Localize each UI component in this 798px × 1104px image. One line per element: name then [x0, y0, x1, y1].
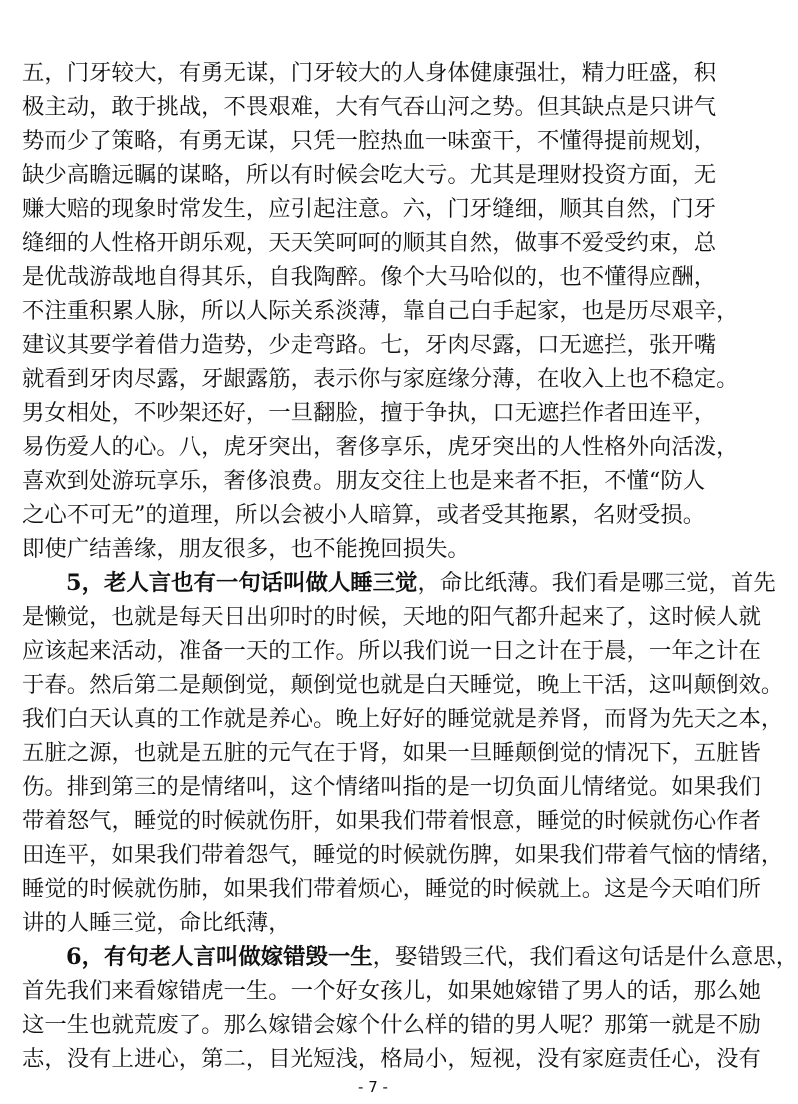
text-line: 睡觉的时候就伤肺，如果我们带着烦心，睡觉的时候就上。这是今天咱们所 — [22, 876, 761, 902]
text-line: 讲的人睡三觉，命比纸薄， — [22, 910, 291, 936]
text-span: ，娶错毁三代，我们看这句话是什么意思， — [372, 944, 798, 970]
text-line: 势而少了策略，有勇无谋，只凭一腔热血一味蛮干，不懂得提前规划， — [22, 128, 717, 154]
text-line: 伤。排到第三的是情绪叫，这个情绪叫指的是一切负面儿情绪觉。如果我们 — [22, 774, 761, 800]
text-line: 首先我们来看嫁错虎一生。一个好女孩儿，如果她嫁错了男人的话，那么她 — [22, 978, 761, 1004]
text-line: 志，没有上进心，第二，目光短浅，格局小，短视，没有家庭责任心，没有 — [22, 1046, 761, 1072]
text-line: 田连平，如果我们带着怨气，睡觉的时候就伤脾，如果我们带着气恼的情绪， — [22, 842, 784, 868]
text-line: 是懒觉，也就是每天日出卯时的时候，天地的阳气都升起来了，这时候人就 — [22, 604, 761, 630]
text-line: 缺少高瞻远瞩的谋略，所以有时候会吃大亏。尤其是理财投资方面，无 — [22, 162, 717, 188]
text-line: 建议其要学着借力造势，少走弯路。七，牙肉尽露，口无遮拦，张开嘴 — [22, 332, 717, 358]
text-line: 不注重积累人脉，所以人际关系淡薄，靠自己白手起家，也是历尽艰辛， — [22, 298, 739, 324]
text-line: 这一生也就荒废了。那么嫁错会嫁个什么样的错的男人呢？那第一就是不励 — [22, 1012, 761, 1038]
text-line: 是优哉游哉地自得其乐，自我陶醉。像个大马哈似的，也不懂得应酬， — [22, 264, 717, 290]
section-heading: 6，有句老人言叫做嫁错毁一生 — [66, 944, 373, 970]
text-line: 之心不可无”的道理，所以会被小人暗算，或者受其拖累，名财受损。 — [22, 502, 706, 528]
text-line: 我们白天认真的工作就是养心。晚上好好的睡觉就是养肾，而肾为先天之本， — [22, 706, 784, 732]
text-line: 带着怒气，睡觉的时候就伤肝，如果我们带着恨意，睡觉的时候就伤心作者 — [22, 808, 761, 834]
text-line: 赚大赔的现象时常发生，应引起注意。六，门牙缝细，顺其自然，门牙 — [22, 196, 717, 222]
section-heading: 5，老人言也有一句话叫做人睡三觉 — [66, 570, 418, 596]
page-number: - 7 - — [358, 1078, 388, 1096]
text-line: 极主动，敢于挑战，不畏艰难，大有气吞山河之势。但其缺点是只讲气 — [22, 94, 717, 120]
paragraph-first-line — [66, 940, 798, 974]
text-span: ，命比纸薄。我们看是哪三觉，首先 — [417, 570, 776, 596]
text-line: 应该起来活动，准备一天的工作。所以我们说一日之计在于晨，一年之计在 — [22, 638, 761, 664]
text-line: 五脏之源，也就是五脏的元气在于肾，如果一旦睡颠倒觉的情况下，五脏皆 — [22, 740, 761, 766]
text-line: 易伤爱人的心。八，虎牙突出，奢侈享乐，虎牙突出的人性格外向活泼， — [22, 434, 739, 460]
paragraph-first-line — [66, 566, 776, 600]
text-line: 缝细的人性格开朗乐观，天天笑呵呵的顺其自然，做事不爱受约束，总 — [22, 230, 717, 256]
text-line: 于春。然后第二是颠倒觉，颠倒觉也就是白天睡觉，晚上干活，这叫颠倒效。 — [22, 672, 784, 698]
text-line: 喜欢到处游玩享乐，奢侈浪费。朋友交往上也是来者不拒，不懂“防人 — [22, 468, 706, 494]
text-line: 男女相处，不吵架还好，一旦翻脸，擅于争执，口无遮拦作者田连平， — [22, 400, 717, 426]
text-line: 即使广结善缘，朋友很多，也不能挽回损失。 — [22, 536, 470, 562]
text-line: 就看到牙肉尽露，牙龈露筋，表示你与家庭缘分薄，在收入上也不稳定。 — [22, 366, 739, 392]
text-line: 五，门牙较大，有勇无谋，门牙较大的人身体健康强壮，精力旺盛，积 — [22, 60, 717, 86]
